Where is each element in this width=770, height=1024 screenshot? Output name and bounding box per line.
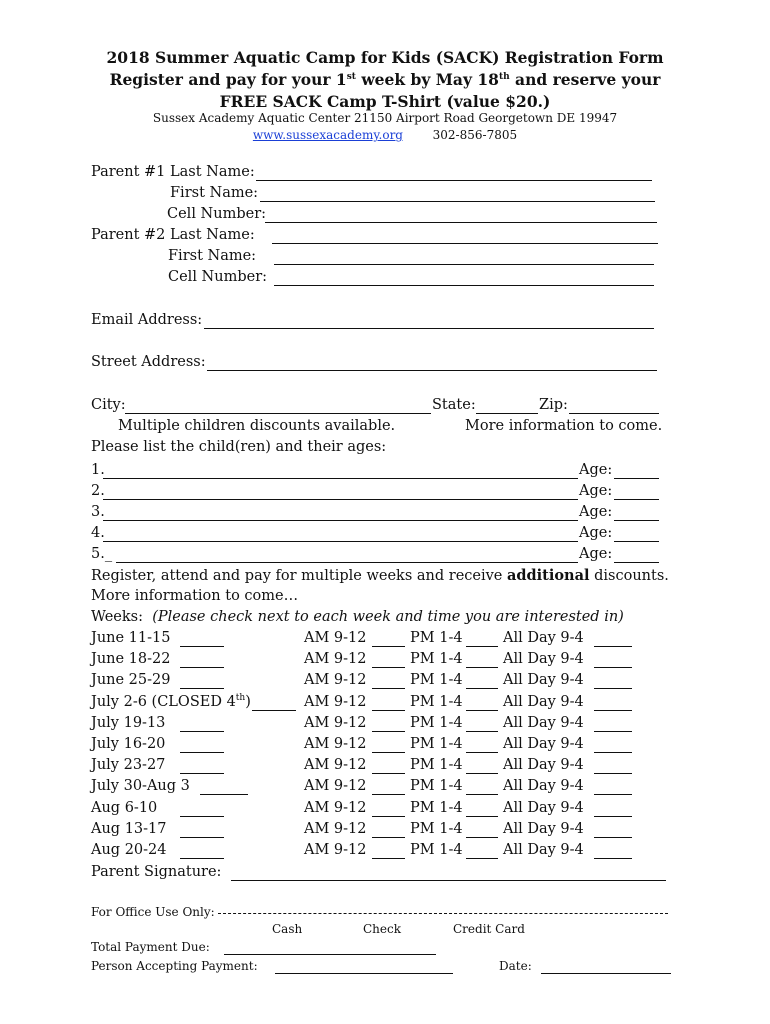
multi-discount-note: Multiple children discounts available. [118,418,396,434]
week-checkbox[interactable] [252,710,296,711]
am-option-label: AM 9-12 [304,693,367,710]
p1-last-input[interactable] [256,180,652,181]
pm-option-label: PM 1-4 [410,757,463,774]
allday-checkbox[interactable] [594,858,632,859]
city-input[interactable] [125,413,431,414]
more-info-note: More information to come. [465,418,663,434]
week-checkbox[interactable] [180,646,224,647]
email-label: Email Address: [91,312,203,328]
register-note: Register, attend and pay for multiple weeks and receive additional discounts. [91,567,669,584]
week-checkbox[interactable] [180,667,224,668]
week-label: July 19-13 [91,714,166,731]
email-input[interactable] [204,328,654,329]
am-option-label: AM 9-12 [304,820,367,837]
pm-checkbox[interactable] [466,858,498,859]
p2-first-input[interactable] [274,264,654,265]
pm-checkbox[interactable] [466,646,498,647]
p2-last-label: Parent #2 Last Name: [91,227,255,243]
am-option-label: AM 9-12 [304,736,367,752]
am-checkbox[interactable] [372,837,405,838]
child-age-label: Age: [579,546,613,562]
p2-cell-label: Cell Number: [168,269,268,285]
child-age-label: Age: [579,504,613,520]
signature-input[interactable] [231,880,666,881]
allday-option-label: All Day 9-4 [503,799,584,816]
week-label: July 16-20 [91,736,166,752]
pm-option-label: PM 1-4 [410,693,463,710]
week-checkbox[interactable] [180,688,224,689]
child-age-label: Age: [579,483,613,499]
week-label: July 23-27 [91,757,166,774]
allday-checkbox[interactable] [594,752,632,753]
address: Sussex Academy Aquatic Center 21150 Airport Road Georgetown DE 19947 [152,111,618,125]
allday-option-label: All Day 9-4 [503,778,584,795]
pm-option-label: PM 1-4 [410,842,463,858]
child-name-input[interactable] [103,520,578,521]
week-label: June 11-15 [91,630,171,646]
child-number: 4. [91,525,105,541]
city-label: City: [91,397,126,413]
pm-checkbox[interactable] [466,816,498,817]
date-input[interactable] [541,973,671,974]
allday-checkbox[interactable] [594,710,632,711]
week-label: July 2-6 (CLOSED 4th) [91,692,251,710]
allday-checkbox[interactable] [594,794,632,795]
credit-card-option[interactable]: Credit Card [453,922,525,936]
week-label: June 18-22 [91,651,171,668]
allday-option-label: All Day 9-4 [503,651,584,668]
p2-cell-input[interactable] [274,285,654,286]
p1-first-label: First Name: [170,185,259,201]
website-link[interactable]: www.sussexacademy.org [252,128,403,142]
allday-option-label: All Day 9-4 [503,693,584,710]
child-age-input[interactable] [614,520,659,521]
pm-checkbox[interactable] [466,667,498,668]
allday-option-label: All Day 9-4 [503,820,584,837]
p1-cell-input[interactable] [265,222,657,223]
pm-option-label: PM 1-4 [410,672,463,689]
child-number: 2. [91,483,105,499]
child-name-input[interactable] [103,499,578,500]
week-checkbox[interactable] [180,858,224,859]
pm-checkbox[interactable] [466,794,498,795]
allday-checkbox[interactable] [594,646,632,647]
pm-checkbox[interactable] [466,773,498,774]
allday-option-label: All Day 9-4 [503,672,584,689]
pm-checkbox[interactable] [466,837,498,838]
person-accepting-input[interactable] [275,973,453,974]
am-checkbox[interactable] [372,858,405,859]
am-checkbox[interactable] [372,667,405,668]
am-checkbox[interactable] [372,794,405,795]
child-name-input[interactable] [103,478,578,479]
am-checkbox[interactable] [372,688,405,689]
pm-option-label: PM 1-4 [410,714,463,731]
signature-label: Parent Signature: [91,864,222,880]
contact-line [0,128,770,142]
pm-option-label: PM 1-4 [410,820,463,837]
pm-checkbox[interactable] [466,710,498,711]
child-age-input[interactable] [614,499,659,500]
am-checkbox[interactable] [372,773,405,774]
week-checkbox[interactable] [180,816,224,817]
am-option-label: AM 9-12 [304,799,367,816]
office-use-label: For Office Use Only: [91,905,215,919]
phone-number: 302-856-7805 [432,128,518,142]
date-label: Date: [499,959,532,973]
pm-checkbox[interactable] [466,688,498,689]
total-payment-input[interactable] [224,954,436,955]
p1-first-input[interactable] [260,201,655,202]
allday-checkbox[interactable] [594,688,632,689]
week-label: Aug 13-17 [91,820,167,837]
allday-option-label: All Day 9-4 [503,714,584,731]
street-input[interactable] [207,370,657,371]
p2-last-input[interactable] [272,243,658,244]
person-accepting-label: Person Accepting Payment: [91,959,258,973]
allday-checkbox[interactable] [594,816,632,817]
form-subtitle: Register and pay for your 1st week by May 18th and reserve your [109,70,661,89]
allday-checkbox[interactable] [594,731,632,732]
am-checkbox[interactable] [372,731,405,732]
allday-option-label: All Day 9-4 [503,842,584,858]
allday-option-label: All Day 9-4 [503,630,584,646]
state-input[interactable] [476,413,538,414]
am-checkbox[interactable] [372,646,405,647]
check-option[interactable]: Check [363,922,402,936]
allday-checkbox[interactable] [594,667,632,668]
am-checkbox[interactable] [372,752,405,753]
am-option-label: AM 9-12 [304,714,367,731]
week-checkbox[interactable] [180,837,224,838]
pm-option-label: PM 1-4 [410,736,463,752]
child-number: 3. [91,504,105,520]
pm-option-label: PM 1-4 [410,651,463,668]
week-label: July 30-Aug 3 [91,778,190,795]
more-info-note-2: More information to come… [91,588,299,604]
child-age-label: Age: [579,525,613,541]
child-name-input[interactable] [103,541,578,542]
child-age-input[interactable] [614,541,659,542]
pm-option-label: PM 1-4 [410,799,463,816]
child-name-input[interactable] [116,562,578,563]
am-option-label: AM 9-12 [304,630,367,646]
list-children-label: Please list the child(ren) and their ages: [91,439,387,455]
state-label: State: [432,397,476,413]
am-option-label: AM 9-12 [304,778,367,795]
child-age-input[interactable] [614,562,659,563]
am-option-label: AM 9-12 [304,651,367,668]
p1-last-label: Parent #1 Last Name: [91,164,255,180]
allday-checkbox[interactable] [594,837,632,838]
allday-option-label: All Day 9-4 [503,757,584,774]
allday-checkbox[interactable] [594,773,632,774]
street-label: Street Address: [91,354,206,370]
zip-input[interactable] [569,413,659,414]
pm-checkbox[interactable] [466,752,498,753]
am-checkbox[interactable] [372,816,405,817]
pm-option-label: PM 1-4 [410,778,463,795]
total-payment-label: Total Payment Due: [91,940,210,954]
zip-label: Zip: [539,397,568,413]
am-option-label: AM 9-12 [304,672,367,689]
am-checkbox[interactable] [372,710,405,711]
week-label: Aug 6-10 [91,799,158,816]
tshirt-offer: FREE SACK Camp T-Shirt (value $20.) [219,92,551,111]
allday-option-label: All Day 9-4 [503,736,584,752]
week-checkbox[interactable] [180,731,224,732]
week-checkbox[interactable] [180,752,224,753]
p1-cell-label: Cell Number: [167,206,267,222]
office-divider [218,913,668,914]
cash-option[interactable]: Cash [272,922,303,936]
week-label: June 25-29 [91,672,171,689]
weeks-heading: Weeks: (Please check next to each week and time you are interested in) [91,609,624,625]
am-option-label: AM 9-12 [304,757,367,774]
child-number: 1. [91,462,105,478]
pm-checkbox[interactable] [466,731,498,732]
form-title: 2018 Summer Aquatic Camp for Kids (SACK) Registration Form [106,48,664,67]
am-option-label: AM 9-12 [304,842,367,858]
p2-first-label: First Name: [168,248,257,264]
child-age-label: Age: [579,462,613,478]
week-checkbox[interactable] [200,794,248,795]
week-checkbox[interactable] [180,773,224,774]
child-number: 5._ [91,546,113,562]
pm-option-label: PM 1-4 [410,630,463,646]
week-label: Aug 20-24 [91,842,167,858]
child-age-input[interactable] [614,478,659,479]
